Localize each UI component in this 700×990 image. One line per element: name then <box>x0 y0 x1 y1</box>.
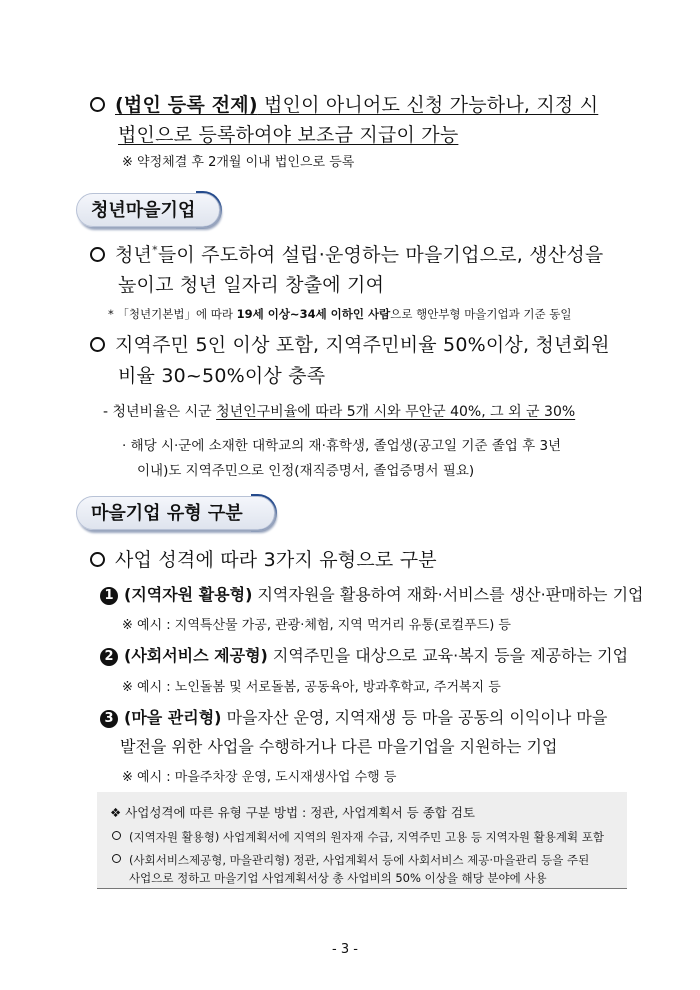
number-3-icon: 3 <box>100 710 118 728</box>
circle-bullet-icon <box>90 97 105 112</box>
paragraph-resident-ratio: 지역주민 5인 이상 포함, 지역주민비율 50%이상, 청년회원 <box>90 330 610 357</box>
paragraph-types-intro: 사업 성격에 따라 3가지 유형으로 구분 <box>90 545 437 572</box>
dot-university-students: · 해당 시·군에 소재한 대학교의 재·휴학생, 졸업생(공고일 기준 졸업 후 3년 <box>122 438 562 454</box>
circle-bullet-icon <box>90 337 105 352</box>
circle-bullet-icon <box>90 247 105 262</box>
paragraph-resident-ratio-line2: 비율 30~50%이상 충족 <box>118 365 326 387</box>
paragraph-corporate-registration-line2: 법인으로 등록하여야 보조금 지급이 가능 <box>118 124 459 146</box>
paragraph-youth-definition-line2: 높이고 청년 일자리 창출에 기여 <box>118 274 385 296</box>
dash-youth-ratio: - 청년비율은 시군 청년인구비율에 따라 5개 시와 무안군 40%, 그 외 군 30% <box>103 404 576 420</box>
type-village-management: 3 (마을 관리형) 마을자산 운영, 지역재생 등 마을 공동의 이익이나 마을 <box>100 705 607 728</box>
small-circle-icon <box>112 854 121 863</box>
small-circle-icon <box>112 831 121 840</box>
box-title: ❖ 사업성격에 따른 유형 구분 방법 : 정관, 사업계획서 등 종합 검토 <box>110 805 475 820</box>
type-local-resource: 1 (지역자원 활용형) 지역자원을 활용하여 재화·서비스를 생산·판매하는 기업 <box>100 582 643 605</box>
type-village-management-line2: 발전을 위한 사업을 수행하거나 다른 마을기업을 지원하는 기업 <box>120 737 558 756</box>
box-item-local-resource: (지역자원 활용형) 사업계획서에 지역의 원자재 수급, 지역주민 고용 등 지역자원 활용계획 포함 <box>112 829 604 845</box>
heading-youth-village-enterprise: 청년마을기업 <box>76 193 220 227</box>
number-2-icon: 2 <box>100 648 118 666</box>
dot-university-students-line2: 이내)도 지역주민으로 인정(재직증명서, 졸업증명서 필요) <box>137 463 475 479</box>
type-social-service: 2 (사회서비스 제공형) 지역주민을 대상으로 교육·복지 등을 제공하는 기업 <box>100 643 628 666</box>
box-item-social-service: (사회서비스제공형, 마을관리형) 정관, 사업계획서 등에 사회서비스 제공·마을관리 등을 주된 <box>112 852 589 868</box>
type-social-service-example: ※ 예시 : 노인돌봄 및 서로돌봄, 공동육아, 방과후학교, 주거복지 등 <box>122 680 501 695</box>
note-agreement: ※ 약정체결 후 2개월 이내 법인으로 등록 <box>122 155 355 170</box>
circle-bullet-icon <box>90 552 105 567</box>
type-local-resource-example: ※ 예시 : 지역특산물 가공, 관광·체험, 지역 먹거리 유통(로컬푸드) 등 <box>122 618 511 633</box>
page-number: - 3 - <box>332 942 358 957</box>
heading-enterprise-types: 마을기업 유형 구분 <box>76 496 275 530</box>
type-village-management-example: ※ 예시 : 마을주차장 운영, 도시재생사업 수행 등 <box>122 770 397 785</box>
footnote-youth-age: * 「청년기본법」에 따라 19세 이상~34세 이하인 사람으로 행안부형 마을기업과 기준 동일 <box>108 307 572 321</box>
paragraph-youth-definition: 청년*들이 주도하여 설립·운영하는 마을기업으로, 생산성을 <box>90 240 603 267</box>
box-item-social-service-line2: 사업으로 정하고 마을기업 사업계획서상 총 사업비의 50% 이상을 해당 분야에 사용 <box>129 871 547 885</box>
paragraph-corporate-registration: (법인 등록 전제) 법인이 아니어도 신청 가능하나, 지정 시 <box>90 90 598 117</box>
number-1-icon: 1 <box>100 587 118 605</box>
